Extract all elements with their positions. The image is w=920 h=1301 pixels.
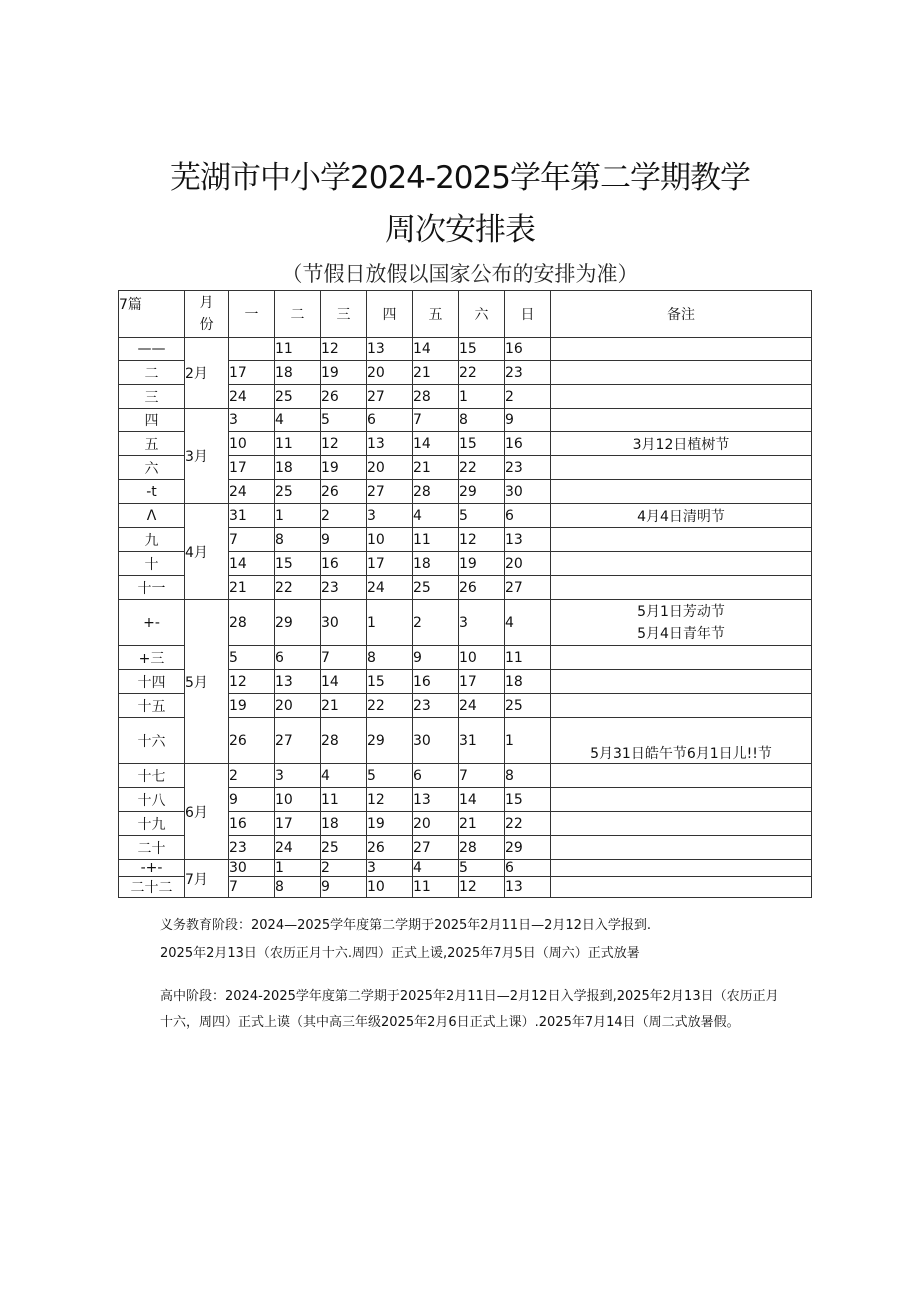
day-cell-mon <box>229 338 275 361</box>
remark-cell <box>551 528 812 552</box>
day-cell-thu: 26 <box>367 836 413 860</box>
month-cell: 5月 <box>185 600 229 764</box>
month-cell: 3月 <box>185 409 229 504</box>
day-cell-sun: 20 <box>505 552 551 576</box>
day-cell-sat: 3 <box>459 600 505 646</box>
week-number-cell: 十一 <box>119 576 185 600</box>
day-cell-wed: 18 <box>321 812 367 836</box>
day-cell-tue: 8 <box>275 877 321 898</box>
day-cell-tue: 25 <box>275 480 321 504</box>
header-day-sun: 日 <box>505 291 551 338</box>
week-number-cell: 十九 <box>119 812 185 836</box>
day-cell-mon: 28 <box>229 600 275 646</box>
month-cell: 4月 <box>185 504 229 600</box>
day-cell-fri: 28 <box>413 385 459 409</box>
day-cell-wed: 12 <box>321 338 367 361</box>
day-cell-fri: 2 <box>413 600 459 646</box>
week-number-cell: 十 <box>119 552 185 576</box>
day-cell-fri: 21 <box>413 361 459 385</box>
remark-cell <box>551 576 812 600</box>
day-cell-mon: 10 <box>229 432 275 456</box>
note-highschool-line2: 十六，周四）正式上谟（其中高三年级2025年2月6日正式上课）.2025年7月14日（周二式放暑假。 <box>160 1015 740 1030</box>
day-cell-sat: 28 <box>459 836 505 860</box>
day-cell-fri: 6 <box>413 764 459 788</box>
day-cell-tue: 11 <box>275 338 321 361</box>
note-highschool-line1: 高中阶段：2024-2025学年度第二学期于2025年2月11日—2月12日入学报到,2025年2月13日（农历正月 <box>160 989 779 1004</box>
remark-cell: 3月12日植树节 <box>551 432 812 456</box>
month-cell: 7月 <box>185 860 229 898</box>
week-number-cell: 九 <box>119 528 185 552</box>
day-cell-thu: 20 <box>367 361 413 385</box>
day-cell-wed: 7 <box>321 646 367 670</box>
day-cell-sun: 16 <box>505 432 551 456</box>
day-cell-sun: 6 <box>505 860 551 877</box>
remark-cell <box>551 409 812 432</box>
day-cell-wed: 26 <box>321 480 367 504</box>
header-day-tue: 二 <box>275 291 321 338</box>
day-cell-wed: 14 <box>321 670 367 694</box>
week-number-cell: +三 <box>119 646 185 670</box>
day-cell-sat: 1 <box>459 385 505 409</box>
note-compulsory-line2: 2025年2月13日（农历正月十六.周四）正式上谖,2025年7月5日（周六）正式放暑 <box>160 946 640 961</box>
day-cell-wed: 21 <box>321 694 367 718</box>
header-month <box>185 291 229 338</box>
day-cell-mon: 16 <box>229 812 275 836</box>
week-number-cell: 十六 <box>119 718 185 764</box>
remark-cell <box>551 764 812 788</box>
remark-cell <box>551 646 812 670</box>
day-cell-thu: 10 <box>367 528 413 552</box>
day-cell-mon: 21 <box>229 576 275 600</box>
day-cell-mon: 14 <box>229 552 275 576</box>
week-number-cell: 十四 <box>119 670 185 694</box>
week-number-cell: 二 <box>119 361 185 385</box>
day-cell-fri: 27 <box>413 836 459 860</box>
table-row <box>119 764 812 788</box>
day-cell-sat: 15 <box>459 338 505 361</box>
week-number-cell: 二十 <box>119 836 185 860</box>
page-title-line2: 周次安排表 <box>385 212 535 248</box>
week-number-cell: —— <box>119 338 185 361</box>
day-cell-sat: 22 <box>459 456 505 480</box>
week-number-cell: -t <box>119 480 185 504</box>
day-cell-thu: 24 <box>367 576 413 600</box>
month-cell: 2月 <box>185 338 229 409</box>
day-cell-mon: 5 <box>229 646 275 670</box>
day-cell-sun: 23 <box>505 361 551 385</box>
day-cell-wed: 16 <box>321 552 367 576</box>
day-cell-mon: 31 <box>229 504 275 528</box>
day-cell-sat: 5 <box>459 860 505 877</box>
day-cell-wed: 12 <box>321 432 367 456</box>
day-cell-fri: 18 <box>413 552 459 576</box>
table-row <box>119 409 812 432</box>
day-cell-fri: 7 <box>413 409 459 432</box>
day-cell-wed: 2 <box>321 860 367 877</box>
day-cell-fri: 11 <box>413 877 459 898</box>
day-cell-tue: 24 <box>275 836 321 860</box>
remark-youth-day: 5月4日青年节 <box>637 625 725 642</box>
day-cell-sun: 27 <box>505 576 551 600</box>
day-cell-tue: 25 <box>275 385 321 409</box>
day-cell-mon: 24 <box>229 480 275 504</box>
day-cell-sat: 22 <box>459 361 505 385</box>
day-cell-wed: 19 <box>321 361 367 385</box>
day-cell-sat: 12 <box>459 877 505 898</box>
day-cell-sun: 23 <box>505 456 551 480</box>
day-cell-sat: 5 <box>459 504 505 528</box>
day-cell-thu: 19 <box>367 812 413 836</box>
day-cell-mon: 24 <box>229 385 275 409</box>
day-cell-tue: 1 <box>275 504 321 528</box>
week-number-cell: +- <box>119 600 185 646</box>
day-cell-sun: 30 <box>505 480 551 504</box>
day-cell-thu: 12 <box>367 788 413 812</box>
day-cell-mon: 17 <box>229 361 275 385</box>
day-cell-sat: 24 <box>459 694 505 718</box>
week-number-cell: 二十二 <box>119 877 185 898</box>
table-row <box>119 338 812 361</box>
day-cell-mon: 26 <box>229 718 275 764</box>
remark-cell: 5月31日皓午节6月1日儿!!节 <box>551 718 812 764</box>
day-cell-sat: 10 <box>459 646 505 670</box>
day-cell-tue: 3 <box>275 764 321 788</box>
remark-cell <box>551 600 812 646</box>
week-number-cell: Λ <box>119 504 185 528</box>
table-row <box>119 504 812 528</box>
day-cell-sat: 21 <box>459 812 505 836</box>
remark-cell <box>551 788 812 812</box>
table-row <box>119 600 812 646</box>
table-header-row <box>119 291 812 338</box>
week-number-cell: 十七 <box>119 764 185 788</box>
day-cell-mon: 17 <box>229 456 275 480</box>
day-cell-thu: 22 <box>367 694 413 718</box>
table-row <box>119 860 812 877</box>
day-cell-sun: 29 <box>505 836 551 860</box>
remark-cell <box>551 480 812 504</box>
day-cell-tue: 13 <box>275 670 321 694</box>
note-compulsory-line1: 义务教育阶段：2024—2025学年度第二学期于2025年2月11日—2月12日入学报到. <box>160 918 652 933</box>
day-cell-tue: 22 <box>275 576 321 600</box>
day-cell-wed: 28 <box>321 718 367 764</box>
day-cell-sat: 19 <box>459 552 505 576</box>
day-cell-sun: 13 <box>505 877 551 898</box>
day-cell-sun: 4 <box>505 600 551 646</box>
day-cell-tue: 6 <box>275 646 321 670</box>
day-cell-fri: 16 <box>413 670 459 694</box>
day-cell-thu: 13 <box>367 338 413 361</box>
header-remark: 备注 <box>551 291 812 338</box>
header-month-bottom: 份 <box>199 317 214 333</box>
day-cell-tue: 1 <box>275 860 321 877</box>
day-cell-wed: 5 <box>321 409 367 432</box>
day-cell-thu: 3 <box>367 504 413 528</box>
remark-cell <box>551 860 812 877</box>
remark-cell <box>551 361 812 385</box>
remark-cell <box>551 877 812 898</box>
day-cell-mon: 2 <box>229 764 275 788</box>
remark-cell <box>551 812 812 836</box>
header-month-top: 月 <box>199 295 214 311</box>
day-cell-thu: 27 <box>367 480 413 504</box>
header-day-fri: 五 <box>413 291 459 338</box>
day-cell-fri: 23 <box>413 694 459 718</box>
day-cell-sun: 25 <box>505 694 551 718</box>
day-cell-mon: 7 <box>229 877 275 898</box>
week-number-cell: 三 <box>119 385 185 409</box>
day-cell-sat: 8 <box>459 409 505 432</box>
day-cell-sat: 31 <box>459 718 505 764</box>
day-cell-sun: 2 <box>505 385 551 409</box>
day-cell-fri: 25 <box>413 576 459 600</box>
day-cell-thu: 15 <box>367 670 413 694</box>
day-cell-fri: 11 <box>413 528 459 552</box>
day-cell-tue: 29 <box>275 600 321 646</box>
day-cell-sun: 18 <box>505 670 551 694</box>
day-cell-fri: 21 <box>413 456 459 480</box>
day-cell-wed: 11 <box>321 788 367 812</box>
day-cell-thu: 8 <box>367 646 413 670</box>
week-number-cell: 五 <box>119 432 185 456</box>
remark-cell: 4月4日清明节 <box>551 504 812 528</box>
day-cell-mon: 3 <box>229 409 275 432</box>
day-cell-thu: 3 <box>367 860 413 877</box>
day-cell-tue: 18 <box>275 456 321 480</box>
day-cell-sun: 1 <box>505 718 551 764</box>
day-cell-sun: 13 <box>505 528 551 552</box>
day-cell-tue: 17 <box>275 812 321 836</box>
day-cell-fri: 14 <box>413 432 459 456</box>
day-cell-thu: 6 <box>367 409 413 432</box>
day-cell-wed: 4 <box>321 764 367 788</box>
day-cell-sun: 16 <box>505 338 551 361</box>
day-cell-sat: 26 <box>459 576 505 600</box>
day-cell-tue: 4 <box>275 409 321 432</box>
week-number-cell: -+- <box>119 860 185 877</box>
schedule-table <box>118 290 812 898</box>
day-cell-mon: 23 <box>229 836 275 860</box>
remark-cell <box>551 385 812 409</box>
day-cell-mon: 12 <box>229 670 275 694</box>
header-day-sat: 六 <box>459 291 505 338</box>
day-cell-wed: 9 <box>321 877 367 898</box>
day-cell-tue: 11 <box>275 432 321 456</box>
week-number-cell: 十五 <box>119 694 185 718</box>
day-cell-wed: 23 <box>321 576 367 600</box>
day-cell-thu: 10 <box>367 877 413 898</box>
day-cell-mon: 7 <box>229 528 275 552</box>
day-cell-wed: 9 <box>321 528 367 552</box>
day-cell-thu: 17 <box>367 552 413 576</box>
day-cell-fri: 9 <box>413 646 459 670</box>
day-cell-thu: 29 <box>367 718 413 764</box>
day-cell-sun: 9 <box>505 409 551 432</box>
day-cell-sat: 7 <box>459 764 505 788</box>
day-cell-tue: 18 <box>275 361 321 385</box>
day-cell-sun: 6 <box>505 504 551 528</box>
day-cell-wed: 25 <box>321 836 367 860</box>
remark-cell <box>551 456 812 480</box>
remark-labor-day: 5月1日芳动节 <box>637 603 725 620</box>
day-cell-sat: 29 <box>459 480 505 504</box>
day-cell-tue: 8 <box>275 528 321 552</box>
day-cell-fri: 13 <box>413 788 459 812</box>
header-day-mon: 一 <box>229 291 275 338</box>
day-cell-sun: 22 <box>505 812 551 836</box>
day-cell-fri: 20 <box>413 812 459 836</box>
day-cell-tue: 15 <box>275 552 321 576</box>
month-cell: 6月 <box>185 764 229 860</box>
page-title-line1: 芜湖市中小学2024-2025学年第二学期教学 <box>170 160 750 196</box>
day-cell-fri: 4 <box>413 860 459 877</box>
week-number-cell: 四 <box>119 409 185 432</box>
day-cell-fri: 28 <box>413 480 459 504</box>
day-cell-sat: 15 <box>459 432 505 456</box>
day-cell-fri: 4 <box>413 504 459 528</box>
day-cell-wed: 2 <box>321 504 367 528</box>
header-day-thu: 四 <box>367 291 413 338</box>
day-cell-mon: 9 <box>229 788 275 812</box>
header-week: 7篇 <box>119 291 185 338</box>
week-number-cell: 十八 <box>119 788 185 812</box>
remark-cell <box>551 338 812 361</box>
day-cell-tue: 20 <box>275 694 321 718</box>
day-cell-sat: 14 <box>459 788 505 812</box>
day-cell-sun: 8 <box>505 764 551 788</box>
day-cell-wed: 30 <box>321 600 367 646</box>
day-cell-fri: 14 <box>413 338 459 361</box>
day-cell-tue: 27 <box>275 718 321 764</box>
day-cell-fri: 30 <box>413 718 459 764</box>
remark-cell <box>551 670 812 694</box>
remark-cell <box>551 694 812 718</box>
day-cell-sat: 17 <box>459 670 505 694</box>
day-cell-mon: 30 <box>229 860 275 877</box>
day-cell-wed: 19 <box>321 456 367 480</box>
day-cell-thu: 27 <box>367 385 413 409</box>
week-number-cell: 六 <box>119 456 185 480</box>
day-cell-wed: 26 <box>321 385 367 409</box>
page-subtitle: （节假日放假以国家公布的安排为准） <box>281 262 639 286</box>
day-cell-sat: 12 <box>459 528 505 552</box>
day-cell-thu: 13 <box>367 432 413 456</box>
remark-cell <box>551 836 812 860</box>
day-cell-thu: 20 <box>367 456 413 480</box>
day-cell-mon: 19 <box>229 694 275 718</box>
day-cell-thu: 1 <box>367 600 413 646</box>
day-cell-thu: 5 <box>367 764 413 788</box>
header-day-wed: 三 <box>321 291 367 338</box>
remark-cell <box>551 552 812 576</box>
day-cell-sun: 11 <box>505 646 551 670</box>
day-cell-tue: 10 <box>275 788 321 812</box>
day-cell-sun: 15 <box>505 788 551 812</box>
